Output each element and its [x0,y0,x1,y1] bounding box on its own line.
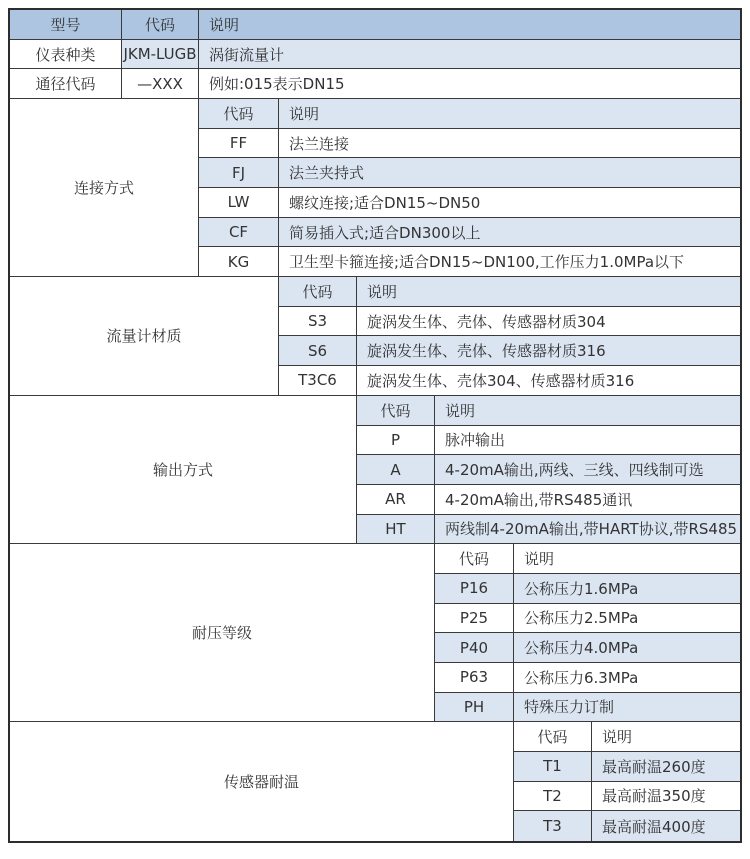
code-cell-fj: FJ [199,158,279,188]
row-instrument-type-label: 仪表种类 [10,40,122,70]
model-selection-table [8,8,742,843]
code-cell-ar: AR [357,485,435,515]
section-connection-label: 连接方式 [10,99,199,277]
desc-cell-ar: 4-20mA输出,带RS485通讯 [435,485,740,515]
code-cell-cf: CF [199,218,279,248]
code-cell-p40: P40 [435,633,514,663]
desc-cell-p: 脉冲输出 [435,426,740,456]
header-desc-cell: 说明 [199,10,740,40]
row-diameter-code-code: —XXX [122,69,199,99]
section-pressure-desc-header: 说明 [514,544,740,574]
code-cell-t3: T3 [514,811,592,841]
desc-cell-cf: 简易插入式;适合DN300以上 [279,218,740,248]
header-code-cell: 代码 [122,10,199,40]
row-diameter-code-desc: 例如:015表示DN15 [199,69,740,99]
code-cell-s3: S3 [279,307,357,337]
section-output-label: 输出方式 [10,396,357,544]
desc-cell-a: 4-20mA输出,两线、三线、四线制可选 [435,455,740,485]
code-cell-a: A [357,455,435,485]
desc-cell-lw: 螺纹连接;适合DN15~DN50 [279,188,740,218]
code-cell-ht: HT [357,515,435,545]
desc-cell-ph: 特殊压力订制 [514,693,740,723]
desc-cell-ff: 法兰连接 [279,129,740,159]
section-material-desc-header: 说明 [357,277,740,307]
section-material-label: 流量计材质 [10,277,279,396]
row-instrument-type-desc: 涡街流量计 [199,40,740,70]
section-connection-desc-header: 说明 [279,99,740,129]
code-cell-kg: KG [199,247,279,277]
row-instrument-type-code: JKM-LUGB [122,40,199,70]
section-pressure-label: 耐压等级 [10,544,435,722]
row-diameter-code-label: 通径代码 [10,69,122,99]
code-cell-t2: T2 [514,782,592,812]
code-cell-p: P [357,426,435,456]
desc-cell-t3c6: 旋涡发生体、壳体304、传感器材质316 [357,366,740,396]
code-cell-t1: T1 [514,752,592,782]
desc-cell-t3: 最高耐温400度 [592,811,740,841]
code-cell-p63: P63 [435,663,514,693]
desc-cell-fj: 法兰夹持式 [279,158,740,188]
code-cell-p25: P25 [435,604,514,634]
desc-cell-p25: 公称压力2.5MPa [514,604,740,634]
code-cell-s6: S6 [279,336,357,366]
code-cell-p16: P16 [435,574,514,604]
section-temperature-desc-header: 说明 [592,722,740,752]
code-cell-lw: LW [199,188,279,218]
code-cell-ph: PH [435,693,514,723]
section-material-code-header: 代码 [279,277,357,307]
desc-cell-s3: 旋涡发生体、壳体、传感器材质304 [357,307,740,337]
code-cell-t3c6: T3C6 [279,366,357,396]
desc-cell-p16: 公称压力1.6MPa [514,574,740,604]
section-temperature-code-header: 代码 [514,722,592,752]
desc-cell-s6: 旋涡发生体、壳体、传感器材质316 [357,336,740,366]
section-connection-code-header: 代码 [199,99,279,129]
code-cell-ff: FF [199,129,279,159]
section-temperature-label: 传感器耐温 [10,722,514,841]
desc-cell-ht: 两线制4-20mA输出,带HART协议,带RS485 [435,515,740,545]
desc-cell-kg: 卫生型卡箍连接;适合DN15~DN100,工作压力1.0MPa以下 [279,247,740,277]
desc-cell-p40: 公称压力4.0MPa [514,633,740,663]
section-output-desc-header: 说明 [435,396,740,426]
header-model-cell: 型号 [10,10,122,40]
desc-cell-t2: 最高耐温350度 [592,782,740,812]
desc-cell-t1: 最高耐温260度 [592,752,740,782]
section-pressure-code-header: 代码 [435,544,514,574]
desc-cell-p63: 公称压力6.3MPa [514,663,740,693]
section-output-code-header: 代码 [357,396,435,426]
